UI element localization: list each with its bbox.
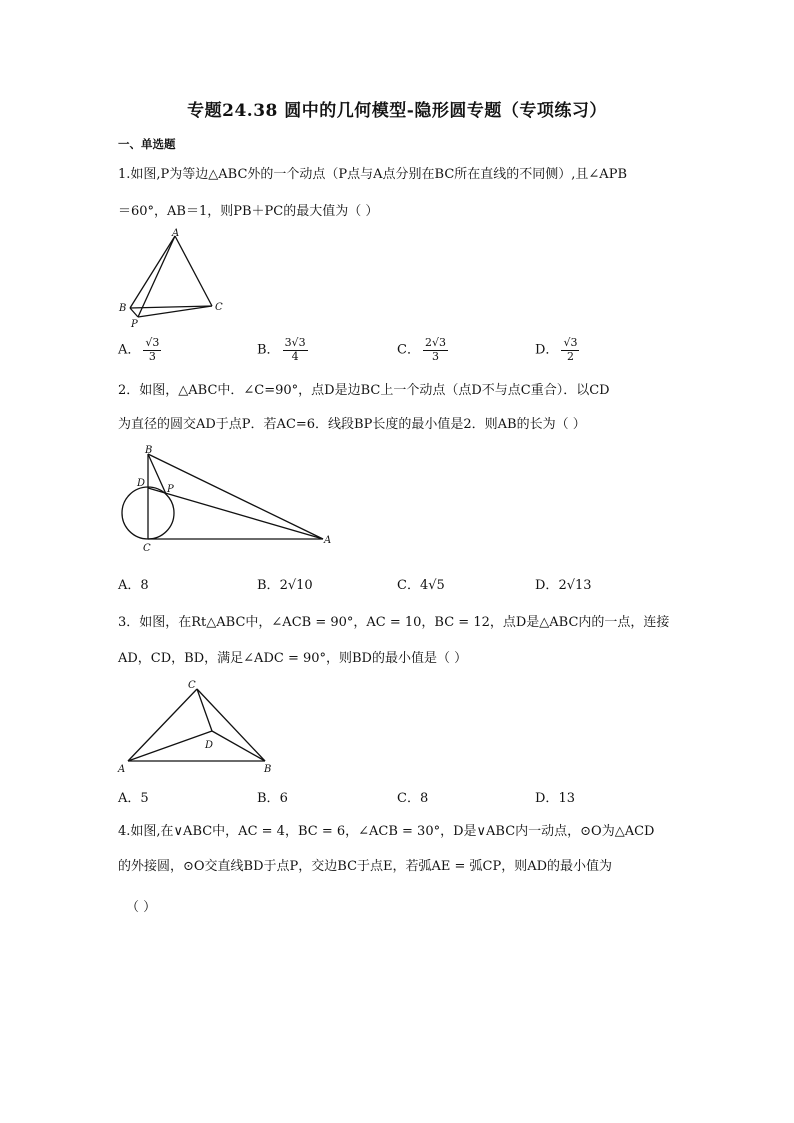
q2-label-b: B — [145, 445, 153, 456]
q1-option-b: B． $\frac{3√3}{4}$ — [257, 336, 306, 363]
q2-label-d: D — [137, 478, 146, 489]
q3-label-d: D — [205, 740, 214, 751]
section-heading: 一、单选题 — [118, 137, 176, 151]
q1-option-c: C． $\frac{2√3}{3}$ — [397, 336, 446, 363]
q1-label-c: C — [215, 302, 223, 313]
q1-option-a: A． $\frac{√3}{3}$ — [118, 336, 160, 363]
q3-option-d: D．13 — [535, 791, 575, 806]
q4-text-line1: 4.如图,在∨ABC中，AC = 4，BC = 6，∠ACB = 30°，D是∨ABC内一动点，⊙O为△ACD — [118, 824, 655, 839]
q2-label-p: P — [167, 484, 174, 495]
q2-text-line2: 为直径的圆交AD于点P．若AC=6．线段BP长度的最小值是2．则AB的长为（ ） — [118, 417, 586, 432]
q2-label-a: A — [324, 535, 332, 546]
q3-label-a: A — [118, 764, 126, 775]
q2-option-a: A．8 — [118, 578, 149, 593]
q3-text-line1: 3．如图，在Rt△ABC中，∠ACB = 90°，AC = 10，BC = 12，点D是△ABC内的一点，连接 — [118, 615, 670, 630]
q3-label-c: C — [188, 680, 196, 691]
q1-option-d: D． $\frac{√3}{2}$ — [535, 336, 578, 363]
q1-text-line2: ＝60°，AB＝1，则PB＋PC的最大值为（ ） — [118, 204, 379, 219]
q4-text-line3: （ ） — [126, 900, 157, 915]
q3-option-a: A．5 — [118, 791, 149, 806]
q2-option-c: C．4√5 — [397, 578, 445, 593]
q3-option-b: B．6 — [257, 791, 288, 806]
q3-text-line2: AD，CD，BD，满足∠ADC = 90°，则BD的最小值是（ ） — [118, 651, 468, 666]
q2-option-b: B．2√10 — [257, 578, 313, 593]
q3-label-b: B — [264, 764, 272, 775]
q2-option-d: D．2√13 — [535, 578, 592, 593]
q3-option-c: C．8 — [397, 791, 429, 806]
q1-figure — [115, 226, 235, 330]
q1-label-a: A — [172, 228, 180, 239]
q2-label-c: C — [143, 543, 151, 554]
q4-text-line2: 的外接圆，⊙O交直线BD于点P，交边BC于点E，若弧AE = 弧CP，则AD的最小值为 — [118, 859, 613, 874]
q1-text-line1: 1.如图,P为等边△ABC外的一个动点（P点与A点分别在BC所在直线的不同侧）,且∠APB — [118, 167, 627, 182]
q2-text-line1: 2．如图，△ABC中．∠C=90°，点D是边BC上一个动点（点D不与点C重合）．以CD — [118, 383, 610, 398]
q2-figure — [115, 442, 340, 554]
page-title: 专题24.38 圆中的几何模型-隐形圆专题（专项练习） — [187, 101, 607, 121]
q1-label-p: P — [131, 319, 138, 330]
q1-label-b: B — [119, 303, 127, 314]
q3-figure — [115, 676, 280, 776]
